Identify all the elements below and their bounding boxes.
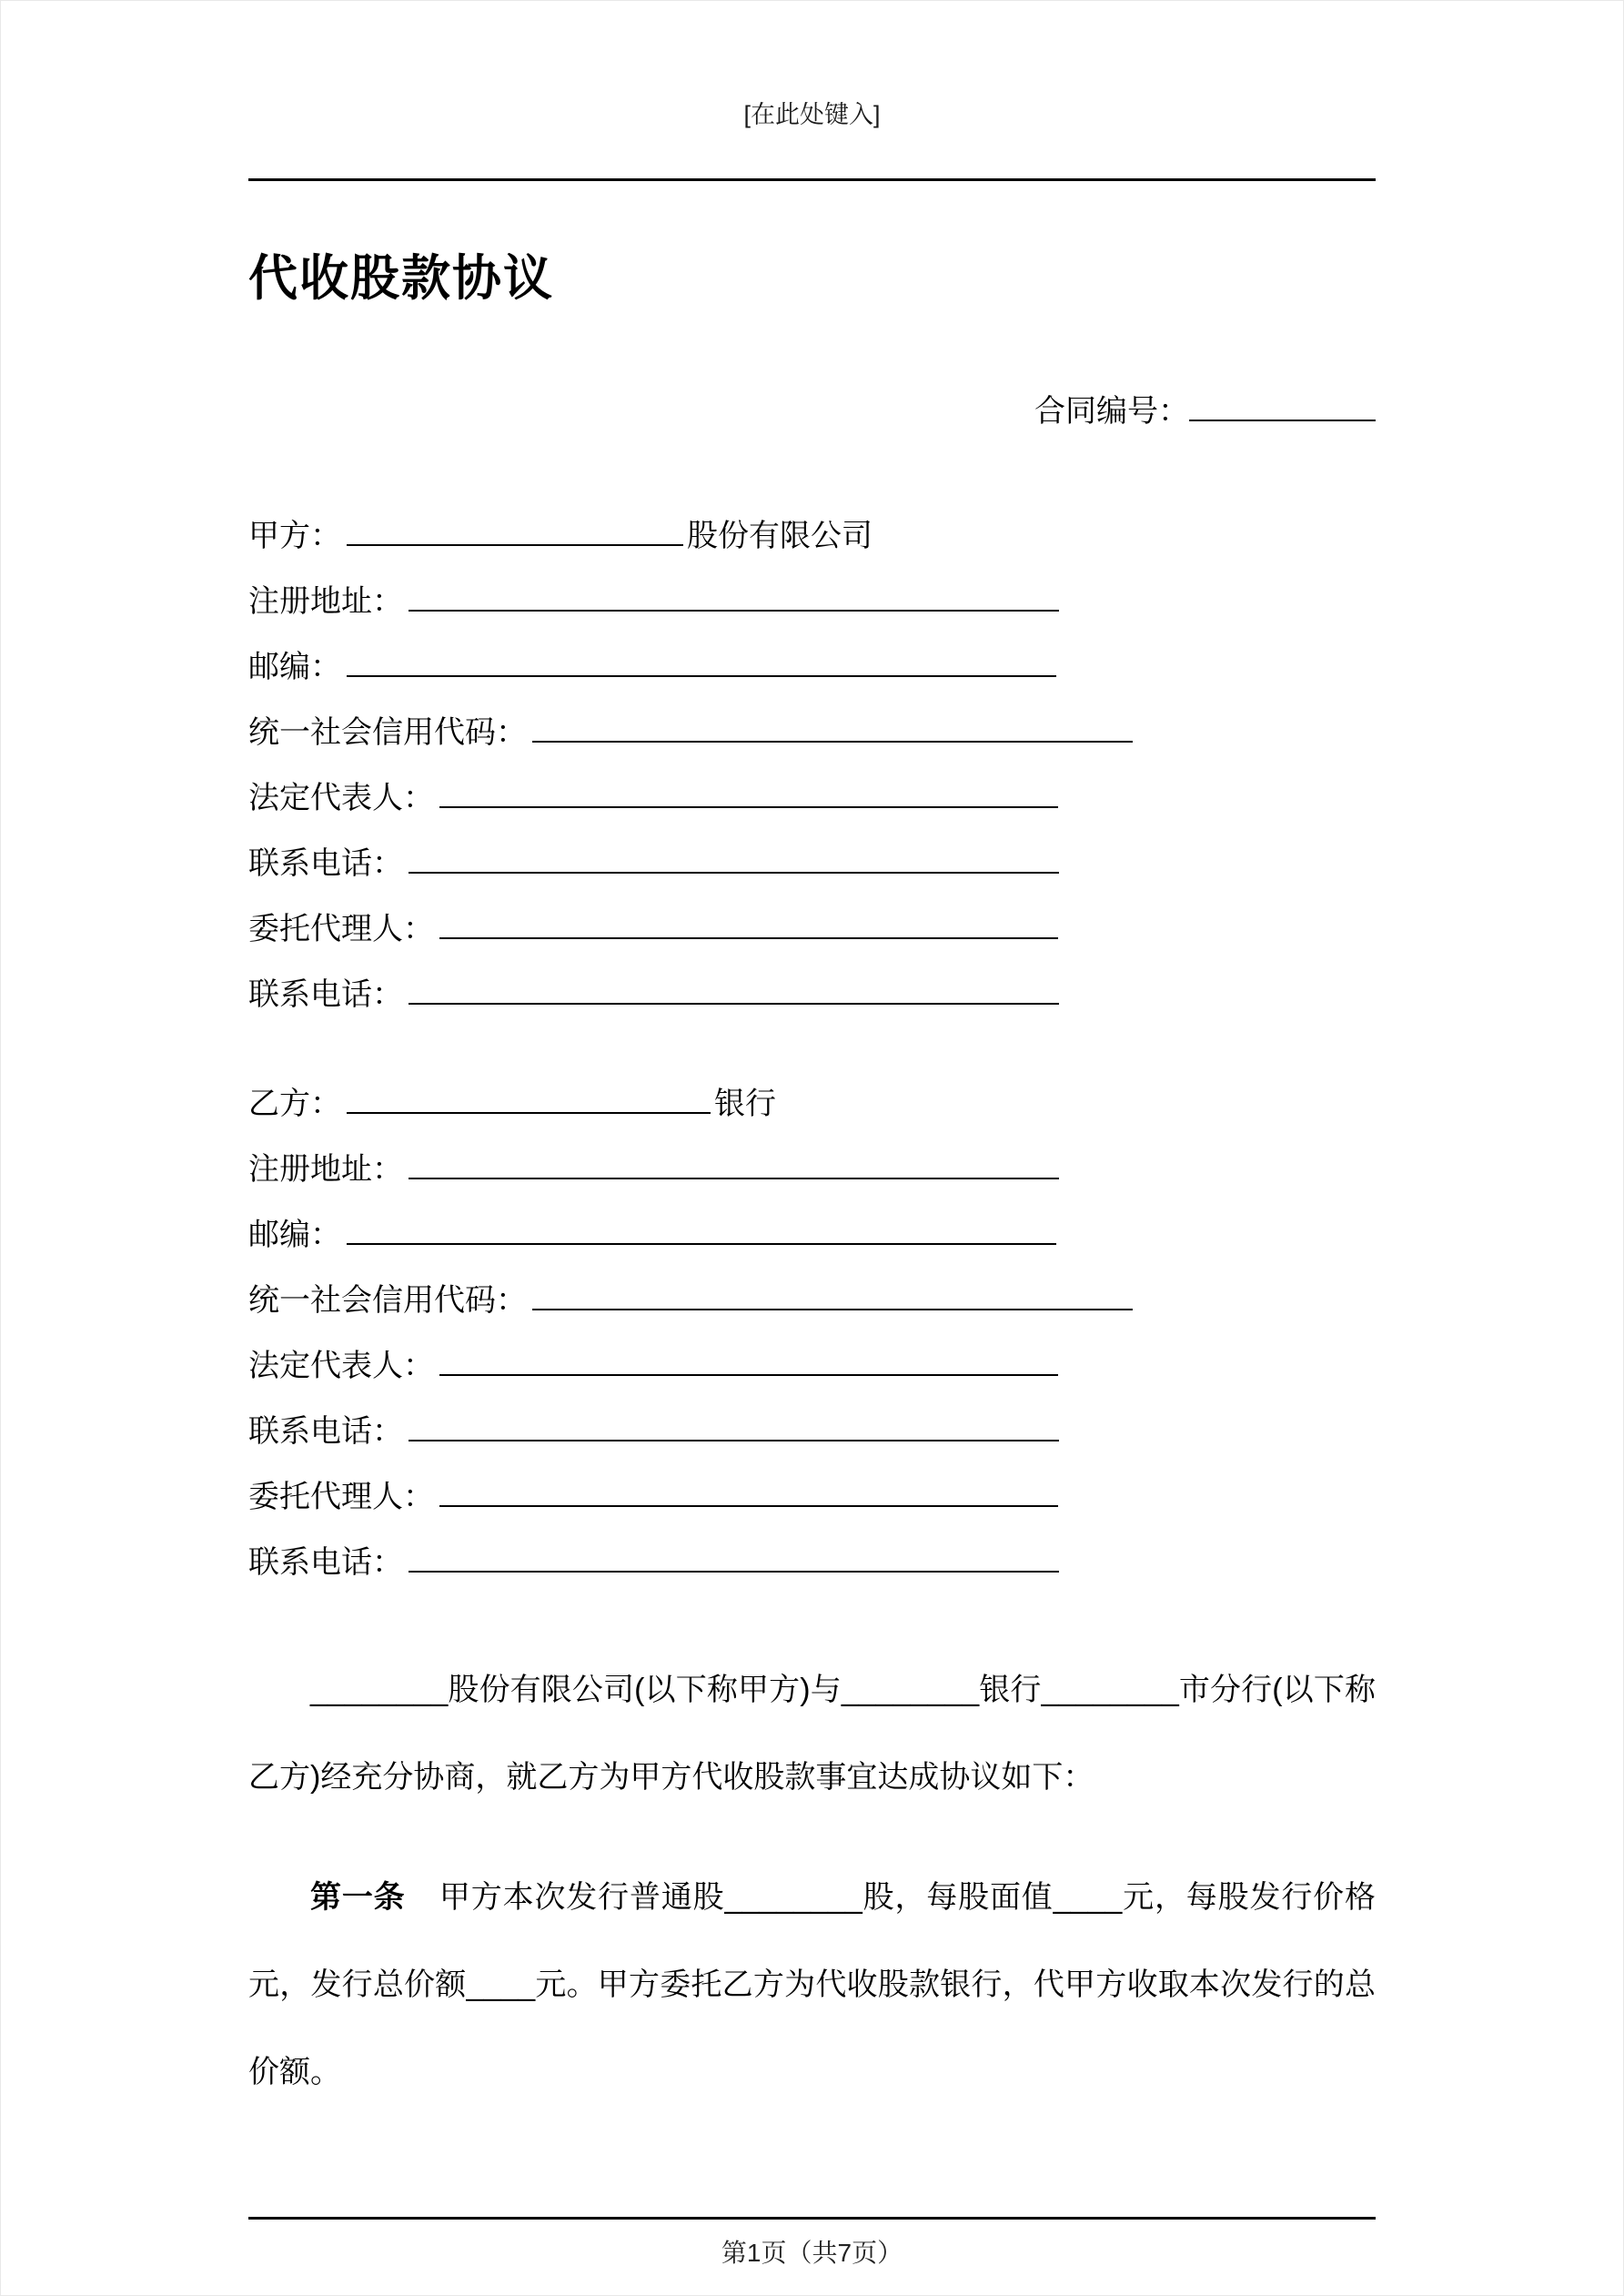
field-label: 注册地址： [248,1152,403,1187]
field-row [248,1399,1376,1464]
field-blank [439,908,1058,939]
party-a-section [248,503,1376,1027]
document-title: 代收股款协议 [248,251,554,306]
field-label: 联系电话： [248,1545,403,1580]
party-b-section [248,1071,1376,1595]
field-label: 委托代理人： [248,912,434,946]
field-row [248,831,1376,896]
document-header [248,98,1376,181]
field-label: 联系电话： [248,1414,403,1449]
field-row [248,1268,1376,1333]
field-label: 邮编： [248,1218,341,1252]
field-row [248,765,1376,831]
intro-paragraph: ________股份有限公司(以下称甲方)与________银行________市分行(以下称乙方)经充分协商，就乙方为甲方代收股款事宜达成协议如下： [248,1673,1376,1795]
page-number: 第1页（共7页） [721,2239,903,2267]
field-blank [439,777,1058,808]
article-1-label: 第一条 [310,1880,406,1915]
field-row [248,700,1376,765]
field-row [248,503,1376,569]
field-blank [409,581,1059,612]
contract-number-blank [1189,390,1376,421]
field-blank [347,1214,1056,1245]
document-footer [248,2217,1376,2269]
field-label: 委托代理人： [248,1480,434,1514]
field-label: 统一社会信用代码： [248,715,527,750]
field-suffix: 股份有限公司 [687,519,873,553]
field-row [248,962,1376,1027]
field-label: 邮编： [248,650,341,684]
field-label: 法定代表人： [248,781,434,815]
field-row [248,1464,1376,1530]
field-row [248,896,1376,962]
field-blank [409,1148,1059,1179]
field-blank [409,1542,1059,1573]
field-label: 统一社会信用代码： [248,1283,527,1318]
field-row [248,634,1376,700]
field-label: 联系电话： [248,846,403,881]
field-label: 法定代表人： [248,1349,434,1383]
field-suffix: 银行 [714,1087,776,1121]
field-label: 乙方： [248,1087,341,1121]
field-row [248,1071,1376,1137]
field-label: 注册地址： [248,584,403,619]
field-blank [347,646,1056,677]
header-placeholder: [在此处键入] [743,101,881,128]
article-1-text: 甲方本次发行普通股________股，每股面值____元，每股发行价格元，发行总价额____元。甲方委托乙方为代收股款银行，代甲方收取本次发行的总价额。 [248,1880,1376,2089]
field-blank [409,1411,1059,1441]
field-label: 联系电话： [248,977,403,1012]
field-blank [409,843,1059,874]
contract-number-label: 合同编号： [1034,394,1189,429]
contract-number-line [248,390,1376,432]
field-row [248,1333,1376,1399]
field-row [248,569,1376,634]
field-row [248,1137,1376,1202]
field-blank [347,1083,711,1114]
field-blank [347,515,683,546]
field-blank [439,1345,1058,1376]
field-blank [532,712,1133,743]
field-label: 甲方： [248,519,341,553]
article-1-paragraph [248,1854,1376,2116]
field-row [248,1530,1376,1595]
field-blank [409,974,1059,1005]
field-blank [532,1279,1133,1310]
field-row [248,1202,1376,1268]
field-blank [439,1476,1058,1507]
